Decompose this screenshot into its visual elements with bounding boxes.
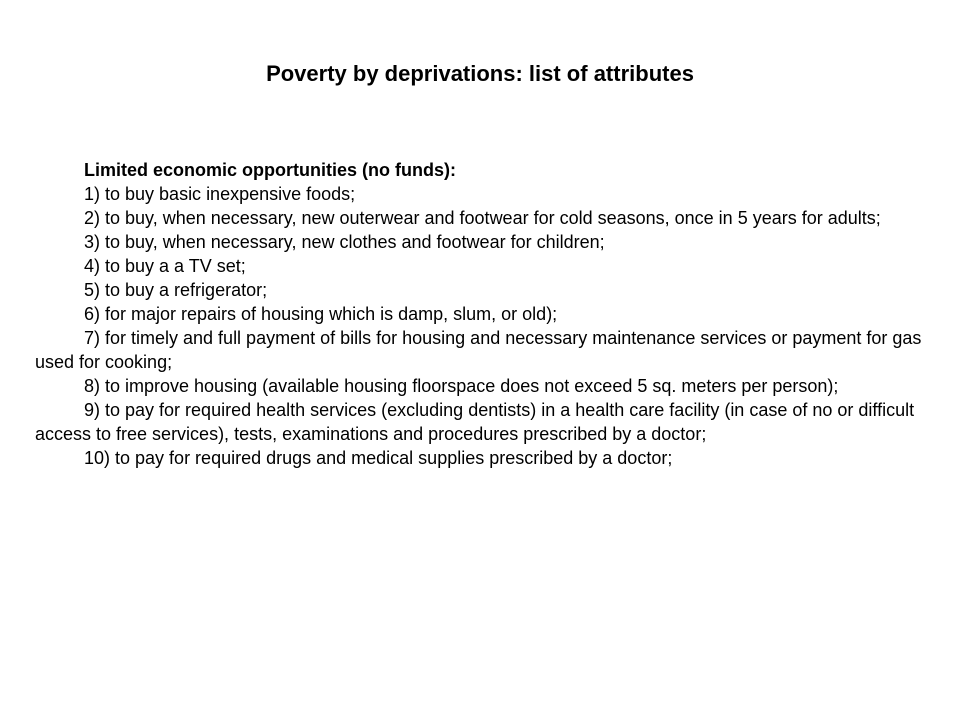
list-item: 6) for major repairs of housing which is damp, slum, or old); — [84, 304, 558, 324]
list-item: 5) to buy a refrigerator; — [84, 280, 268, 300]
attribute-list — [35, 158, 955, 470]
list-item: 2) to buy, when necessary, new outerwear and footwear for cold seasons, once in 5 years for adults; — [84, 208, 881, 228]
list-item: 7) for timely and full payment of bills for housing and necessary maintenance services or payment for gas used for cooking; — [35, 328, 922, 372]
list-item: 4) to buy a a TV set; — [84, 256, 246, 276]
list-item: 1) to buy basic inexpensive foods; — [84, 184, 356, 204]
list-item: 10) to pay for required drugs and medical supplies prescribed by a doctor; — [84, 448, 673, 468]
list-item: 8) to improve housing (available housing floorspace does not exceed 5 sq. meters per person); — [84, 376, 839, 396]
list-item: 3) to buy, when necessary, new clothes and footwear for children; — [84, 232, 605, 252]
list-heading: Limited economic opportunities (no funds): — [84, 160, 456, 180]
list-item: 9) to pay for required health services (excluding dentists) in a health care facility (in case of no or difficult access to free services), tests, examinations and procedures prescribed by a doctor; — [35, 400, 915, 444]
slide-title: Poverty by deprivations: list of attributes — [266, 61, 694, 86]
